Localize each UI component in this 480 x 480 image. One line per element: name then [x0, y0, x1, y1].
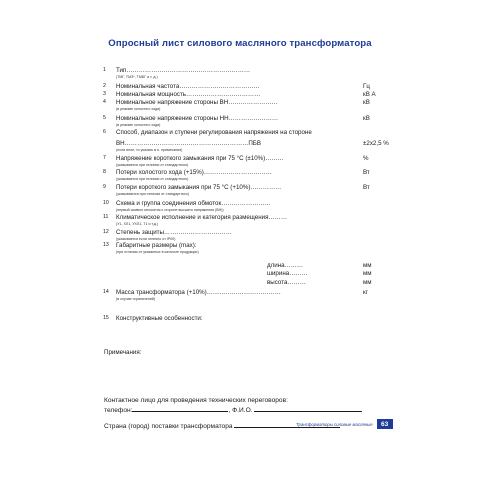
item-unit: кВ [363, 99, 370, 106]
item-note: (ТМГ, ТМЗ*, ТМБГ и т. д.) [116, 74, 158, 79]
item-note: (указывается при отличии от стандартного) [116, 162, 189, 167]
phone-label: телефон: [104, 407, 133, 414]
item-label: Номинальное напряжение стороны ВН…………………… [116, 99, 278, 106]
item-label: Тип…………………………………………………… [116, 67, 251, 74]
item-unit: % [363, 155, 369, 162]
dimension-label: ширина……… [267, 270, 308, 277]
item-unit: Гц [363, 83, 370, 90]
notes-label: Примечания: [104, 349, 142, 356]
fio-label: , Ф.И.О. [228, 407, 253, 414]
item-number: 15 [103, 315, 109, 321]
item-number: 1 [103, 67, 106, 73]
item-unit: Вт [363, 184, 370, 191]
item-label: Номинальное напряжение стороны НН…………………… [116, 115, 279, 122]
country-label: Страна (город) поставки трансформатора [104, 423, 233, 430]
item-unit: кВ [363, 115, 370, 122]
dimension-unit: мм [363, 279, 372, 286]
item-note: (указывается при отличии от стандартного) [116, 176, 189, 181]
contact-heading: Контактное лицо для проведения технических переговоров: [104, 397, 288, 404]
item-label: Климатическое исполнение и категория размещения……… [116, 214, 288, 221]
item-label: Потери холостого хода (+15%)…………………………… [116, 169, 272, 176]
footer-caption: Трансформаторы силовые масляные [296, 421, 373, 427]
item-number: 2 [103, 83, 106, 89]
dimension-unit: мм [363, 262, 372, 269]
item-note: (в режиме холостого хода) [116, 106, 161, 111]
item-unit: Вт [363, 169, 370, 176]
page-footer [296, 419, 393, 429]
item-unit: кг [363, 289, 368, 296]
item-label: Масса трансформатора (+10%)……………………………… [116, 289, 281, 296]
page-number: 63 [377, 419, 393, 429]
item-label: Схема и группа соединения обмоток…………………… [116, 200, 271, 207]
item-number: 8 [103, 169, 106, 175]
item-label: Габаритные размеры (max): [116, 242, 197, 249]
dimension-unit: мм [363, 270, 372, 277]
item-note: (в режиме холостого хода) [116, 122, 161, 127]
item-number: 14 [103, 289, 109, 295]
item-label: ВН……………………………………………………ПБВ [116, 140, 261, 147]
item-number: 9 [103, 184, 106, 190]
dimension-label: высота……… [267, 279, 306, 286]
item-label: Номинальная частота………………………………… [116, 83, 260, 90]
item-note: (указывается если отлично от IP00) [116, 236, 176, 241]
item-note: (У1, ХЛ1, УХЛ1, Т1 и т.д.) [116, 221, 158, 226]
page-title: Опросный лист силового масляного трансформатора [108, 38, 372, 49]
item-note: (указываются при отличии от стандартного) [116, 191, 190, 196]
item-label: Потери короткого замыкания при 75 °С (+10%)…………… [116, 184, 282, 191]
item-number: 4 [103, 99, 106, 105]
item-number: 11 [103, 214, 109, 220]
item-note: (если иное, то указать в п. примечания) [116, 147, 183, 152]
item-unit: кВ А [363, 91, 376, 98]
contact-line [104, 405, 362, 414]
item-number: 5 [103, 115, 106, 121]
item-unit: ±2x2,5 % [363, 140, 389, 147]
item-label: Напряжение короткого замыкания при 75 °С (±10%)……… [116, 155, 284, 162]
item-number: 7 [103, 155, 106, 161]
phone-field[interactable] [132, 405, 228, 412]
item-label: Способ, диапазон и ступени регулирования напряжения на стороне [116, 129, 312, 136]
item-number: 6 [103, 129, 106, 135]
dimension-label: длина……… [267, 262, 304, 269]
item-note: (первый символ относится к стороне высшего напряжения (ВН)) [116, 207, 224, 212]
item-number: 3 [103, 91, 106, 97]
fio-field[interactable] [254, 405, 362, 412]
item-note: (при отличии от указанных в каталоге продукции) [116, 249, 199, 254]
item-number: 10 [103, 200, 109, 206]
item-number: 12 [103, 229, 109, 235]
item-note: (в случае ограничений) [116, 296, 156, 301]
item-label: Конструктивные особенности: [116, 315, 203, 322]
item-number: 13 [103, 242, 109, 248]
item-label: Степень защиты…………………………… [116, 229, 232, 236]
item-label: Номинальная мощность……………………………… [116, 91, 261, 98]
